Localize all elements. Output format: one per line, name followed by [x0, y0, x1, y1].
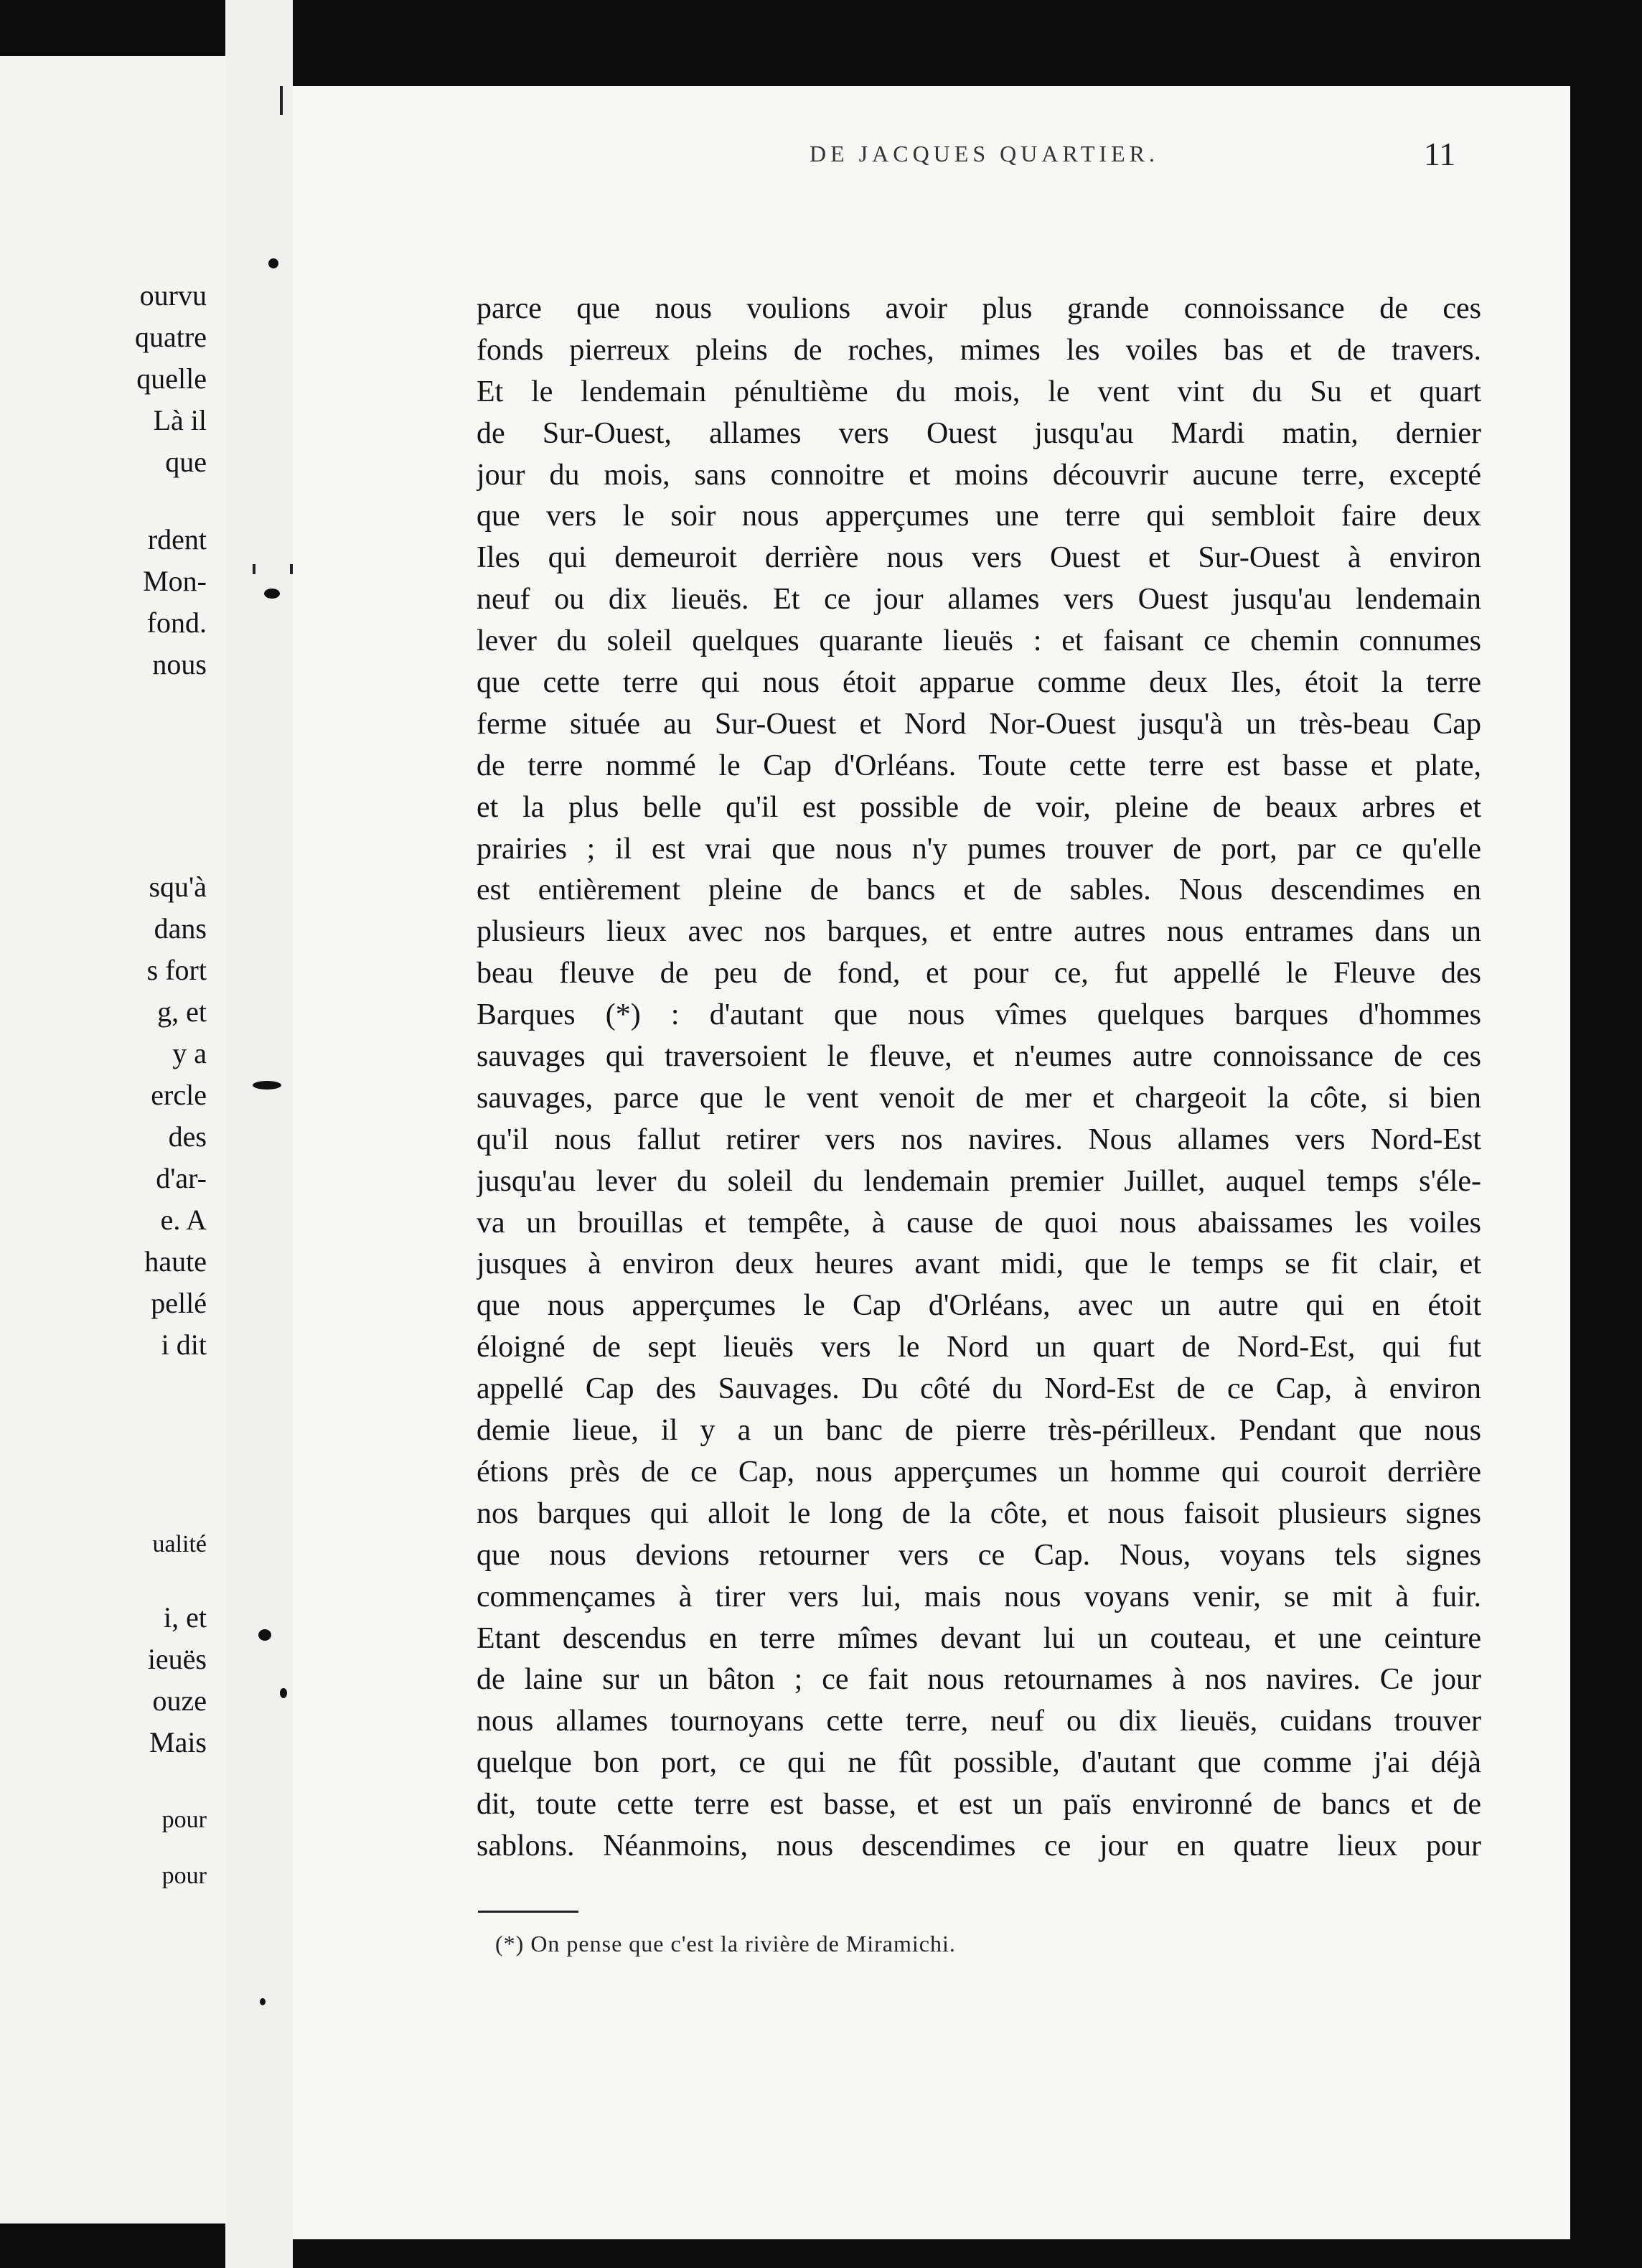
- text-line: Et le lendemain pénultième du mois, le vent vint du Su et quart: [477, 375, 1481, 408]
- page-gutter: [225, 0, 293, 2268]
- footnote: (*) On pense que c'est la rivière de Miramichi.: [495, 1931, 956, 1957]
- left-page-text: haute: [144, 1245, 207, 1278]
- left-page-text: quatre: [135, 321, 207, 353]
- text-line: sauvages, parce que le vent venoit de mer et chargeoit la côte, si bien: [477, 1081, 1481, 1115]
- text-line: Barques (*) : d'autant que nous vîmes quelques barques d'hommes: [477, 998, 1481, 1032]
- text-line: Iles qui demeuroit derrière nous vers Ouest et Sur-Ouest à environ: [477, 541, 1481, 575]
- text-line: demie lieue, il y a un banc de pierre très-périlleux. Pendant que nous: [477, 1414, 1481, 1448]
- left-page-text: fond.: [146, 606, 207, 639]
- text-line: lever du soleil quelques quarante lieuës : et faisant ce chemin connumes: [477, 624, 1481, 658]
- left-page-text: ualité: [152, 1531, 207, 1557]
- text-line: parce que nous voulions avoir plus grande connoissance de ces: [477, 292, 1481, 325]
- left-page-text: Mais: [149, 1726, 207, 1758]
- page-number: 11: [1424, 136, 1456, 172]
- text-line: ferme située au Sur-Ouest et Nord Nor-Ouest jusqu'à un très-beau Cap: [477, 707, 1481, 741]
- left-page-text: quelle: [136, 362, 207, 395]
- left-page-text: pour: [161, 1807, 207, 1833]
- left-page-text: s fort: [146, 954, 207, 986]
- text-line: neuf ou dix lieuës. Et ce jour allames vers Ouest jusqu'au lendemain: [477, 583, 1481, 617]
- left-page-text: ercle: [151, 1079, 207, 1111]
- text-line: que cette terre qui nous étoit apparue comme deux Iles, étoit la terre: [477, 666, 1481, 700]
- text-line: appellé Cap des Sauvages. Du côté du Nord-Est de ce Cap, à environ: [477, 1372, 1481, 1406]
- left-page-text: e. A: [160, 1204, 207, 1236]
- scan-speck: [253, 564, 255, 574]
- left-page-text: i, et: [164, 1601, 207, 1634]
- text-line: est entièrement pleine de bancs et de sables. Nous descendimes en: [477, 873, 1481, 907]
- scan-speck: [280, 1688, 287, 1698]
- scan-speck: [268, 258, 278, 268]
- left-page-text: ourvu: [139, 279, 207, 311]
- left-page-text: d'ar-: [156, 1162, 207, 1194]
- left-page-text: g, et: [157, 995, 207, 1028]
- left-page-text: nous: [152, 648, 207, 680]
- text-line: commençames à tirer vers lui, mais nous voyans venir, se mit à fuir.: [477, 1580, 1481, 1613]
- text-line: quelque bon port, ce qui ne fût possible, d'autant que comme j'ai déjà: [477, 1746, 1481, 1780]
- left-page-text: des: [168, 1120, 207, 1153]
- left-page-text: ieuës: [147, 1643, 207, 1675]
- text-line: de Sur-Ouest, allames vers Ouest jusqu'au Mardi matin, dernier: [477, 416, 1481, 450]
- left-page-fragment: [0, 56, 225, 2224]
- scan-speck: [280, 86, 283, 115]
- text-line: nous allames tournoyans cette terre, neuf ou dix lieuës, cuidans trouver: [477, 1705, 1481, 1738]
- scan-speck: [253, 1081, 281, 1090]
- left-page-text: Là il: [153, 404, 207, 436]
- text-line: fonds pierreux pleins de roches, mimes les voiles bas et de travers.: [477, 333, 1481, 367]
- left-page-text: pour: [161, 1862, 207, 1889]
- left-page-text: rdent: [147, 523, 207, 556]
- text-line: dit, toute cette terre est basse, et est un païs environné de bancs et de: [477, 1788, 1481, 1822]
- scan-speck: [264, 589, 280, 599]
- text-line: beau fleuve de peu de fond, et pour ce, fut appellé le Fleuve des: [477, 957, 1481, 990]
- text-line: prairies ; il est vrai que nous n'y pumes trouver de port, par ce qu'elle: [477, 832, 1481, 866]
- left-page-text: squ'à: [149, 871, 207, 903]
- text-line: sablons. Néanmoins, nous descendimes ce jour en quatre lieux pour: [477, 1829, 1481, 1862]
- text-line: de terre nommé le Cap d'Orléans. Toute cette terre est basse et plate,: [477, 749, 1481, 782]
- text-line: éloigné de sept lieuës vers le Nord un quart de Nord-Est, qui fut: [477, 1331, 1481, 1364]
- scan-speck: [260, 1998, 266, 2005]
- text-line: nos barques qui alloit le long de la côte, et nous faisoit plusieurs signes: [477, 1496, 1481, 1530]
- text-line: jour du mois, sans connoitre et moins découvrir aucune terre, excepté: [477, 458, 1481, 492]
- running-head: DE JACQUES QUARTIER.: [810, 141, 1159, 167]
- left-page-text: i dit: [161, 1329, 207, 1361]
- text-line: Etant descendus en terre mîmes devant lui un couteau, et une ceinture: [477, 1621, 1481, 1655]
- text-line: plusieurs lieux avec nos barques, et entre autres nous entrames dans un: [477, 915, 1481, 949]
- text-line: que nous devions retourner vers ce Cap. Nous, voyans tels signes: [477, 1538, 1481, 1572]
- scan-speck: [258, 1629, 271, 1641]
- text-line: de laine sur un bâton ; ce fait nous retournames à nos navires. Ce jour: [477, 1663, 1481, 1697]
- left-page-text: y a: [172, 1037, 207, 1069]
- text-line: qu'il nous fallut retirer vers nos navires. Nous allames vers Nord-Est: [477, 1123, 1481, 1156]
- left-page-text: ouze: [152, 1684, 207, 1717]
- footnote-rule: [478, 1911, 578, 1913]
- text-line: jusques à environ deux heures avant midi, que le temps se fit clair, et: [477, 1247, 1481, 1281]
- left-page-text: que: [165, 446, 207, 478]
- left-page-text: pellé: [151, 1287, 207, 1319]
- text-line: et la plus belle qu'il est possible de voir, pleine de beaux arbres et: [477, 790, 1481, 824]
- body-text: [477, 289, 1481, 1868]
- left-page-text: dans: [154, 912, 207, 945]
- text-line: que nous apperçumes le Cap d'Orléans, avec un autre qui en étoit: [477, 1289, 1481, 1323]
- text-line: que vers le soir nous apperçumes une terre qui sembloit faire deux: [477, 500, 1481, 533]
- text-line: sauvages qui traversoient le fleuve, et n'eumes autre connoissance de ces: [477, 1040, 1481, 1074]
- text-line: jusqu'au lever du soleil du lendemain premier Juillet, auquel temps s'éle-: [477, 1164, 1481, 1198]
- scan-speck: [290, 564, 293, 574]
- text-line: étions près de ce Cap, nous apperçumes un homme qui couroit derrière: [477, 1455, 1481, 1489]
- text-line: va un brouillas et tempête, à cause de quoi nous abaissames les voiles: [477, 1206, 1481, 1240]
- left-page-text: Mon-: [143, 565, 207, 597]
